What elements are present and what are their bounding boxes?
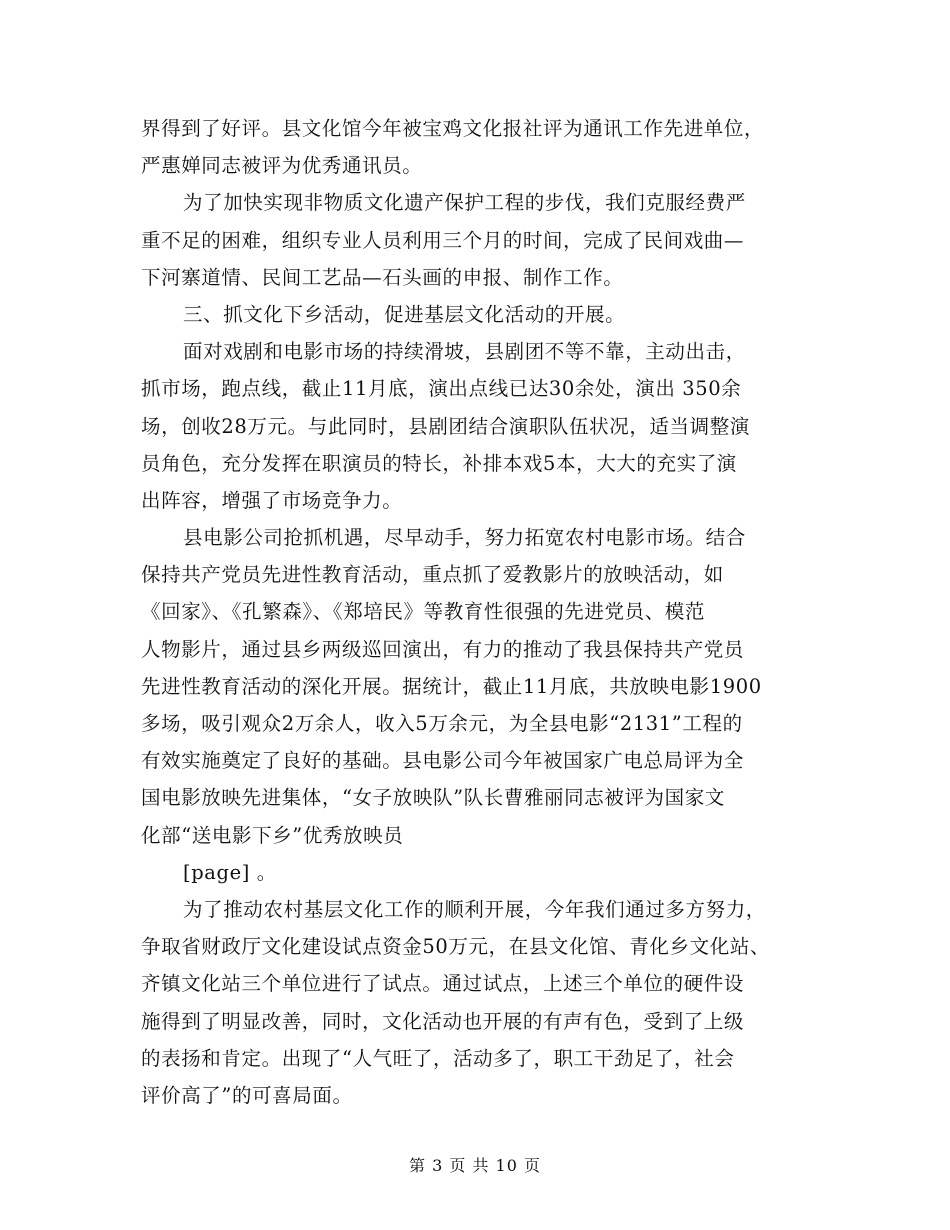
- text-line: 国电影放映先进集体，“女子放映队”队长曹雅丽同志被评为国家文: [141, 786, 725, 810]
- text-line: 《回家》、《孔繁森》、《郑培民》等教育性很强的先进党员、模范: [141, 600, 706, 624]
- text-line: 保持共产党员先进性教育活动，重点抓了爱教影片的放映活动，如: [141, 563, 724, 587]
- paragraph-start: 为了推动农村基层文化工作的顺利开展，今年我们通过多方努力，: [183, 897, 766, 921]
- text-line: 场，创收28万元。与此同时，县剧团结合演职队伍状况，适当调整演: [141, 414, 750, 438]
- text-line: 员角色，充分发挥在职演员的特长，补排本戏5本，大大的充实了演: [141, 451, 737, 475]
- text-line: 重不足的困难，组织专业人员利用三个月的时间，完成了民间戏曲—: [141, 228, 745, 252]
- text-line: 多场，吸引观众2万余人，收入5万余元，为全县电影“2131”工程的: [141, 712, 743, 735]
- page-marker: [page] 。: [183, 860, 277, 884]
- paragraph-start: 县电影公司抢抓机遇，尽早动手，努力拓宽农村电影市场。结合: [183, 526, 746, 550]
- paragraph-start: 为了加快实现非物质文化遗产保护工程的步伐，我们克服经费严: [183, 191, 746, 215]
- body-text: [141, 110, 821, 1114]
- text-line: 出阵容，增强了市场竞争力。: [141, 488, 403, 512]
- text-line: 施得到了明显改善，同时，文化活动也开展的有声有色，受到了上级: [141, 1009, 745, 1033]
- text-line: 有效实施奠定了良好的基础。县电影公司今年被国家广电总局评为全: [141, 749, 745, 773]
- text-line: 先进性教育活动的深化开展。据统计，截止11月底，共放映电影1900: [141, 674, 762, 698]
- section-heading: 三、抓文化下乡活动，促进基层文化活动的开展。: [183, 302, 626, 326]
- text-line: 人物影片，通过县乡两级巡回演出，有力的推动了我县保持共产党员: [141, 637, 745, 661]
- text-line: 严惠婵同志被评为优秀通讯员。: [141, 154, 423, 178]
- text-line: 界得到了好评。县文化馆今年被宝鸡文化报社评为通讯工作先进单位，: [141, 117, 765, 140]
- paragraph-start: 面对戏剧和电影市场的持续滑坡，县剧团不等不靠，主动出击，: [183, 340, 746, 364]
- text-line: 抓市场，跑点线，截止11月底，演出点线已达30余处，演出 350余: [141, 377, 742, 401]
- text-line: 评价高了”的可喜局面。: [141, 1083, 353, 1107]
- text-line: 齐镇文化站三个单位进行了试点。通过试点，上述三个单位的硬件设: [141, 972, 745, 996]
- page-number-footer: 第 3 页 共 10 页: [409, 1156, 541, 1175]
- text-line: 下河寨道情、民间工艺品—石头画的申报、制作工作。: [141, 265, 624, 289]
- text-line: 的表扬和肯定。出现了“人气旺了，活动多了，职工干劲足了，社会: [141, 1046, 735, 1070]
- text-line: 争取省财政厅文化建设试点资金50万元，在县文化馆、青化乡文化站、: [141, 935, 771, 959]
- text-line: 化部“送电影下乡”优秀放映员: [141, 823, 404, 847]
